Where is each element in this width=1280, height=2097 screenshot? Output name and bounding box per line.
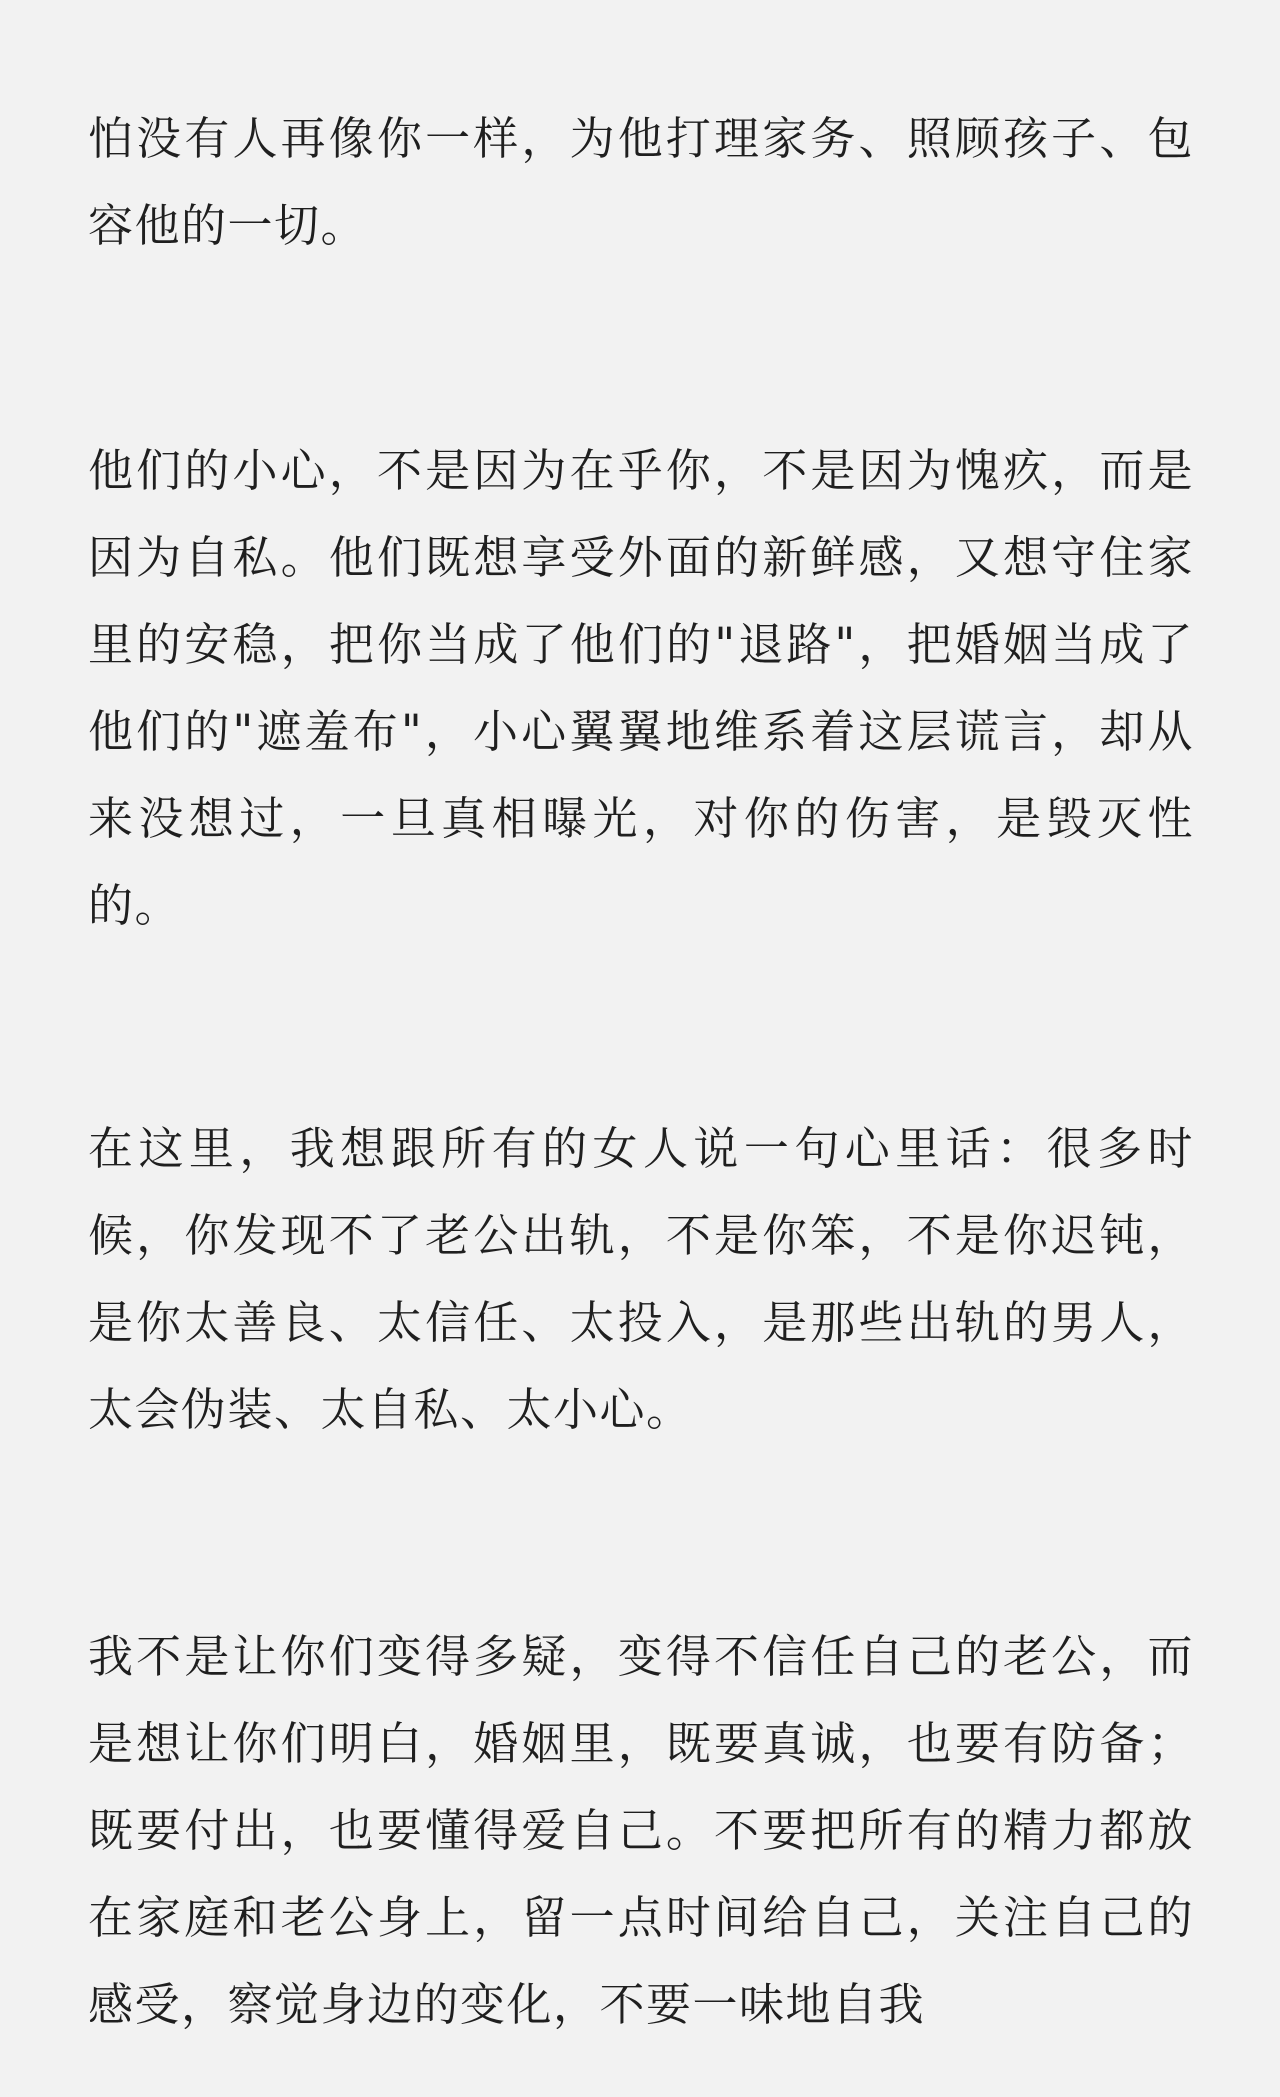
paragraph-3: 在这里，我想跟所有的女人说一句心里话：很多时候，你发现不了老公出轨，不是你笨，不是你迟钝，是你太善良、太信任、太投入，是那些出轨的男人，太会伪装、太自私、太小心。	[88, 1122, 1194, 1436]
paragraph-4: 我不是让你们变得多疑，变得不信任自己的老公，而是想让你们明白，婚姻里，既要真诚，也要有防备；既要付出，也要懂得爱自己。不要把所有的精力都放在家庭和老公身上，留一点时间给自己，关注自己的感受，察觉身边的变化，不要一味地自我	[88, 1630, 1194, 2031]
paragraph-1: 怕没有人再像你一样，为他打理家务、照顾孩子、包容他的一切。	[88, 112, 1194, 252]
paragraph-2: 他们的小心，不是因为在乎你，不是因为愧疚，而是因为自私。他们既想享受外面的新鲜感，又想守住家里的安稳，把你当成了他们的"退路"，把婚姻当成了他们的"遮羞布"，小心翼翼地维系着这层谎言，却从来没想过，一旦真相曝光，对你的伤害，是毁灭性的。	[88, 444, 1194, 932]
